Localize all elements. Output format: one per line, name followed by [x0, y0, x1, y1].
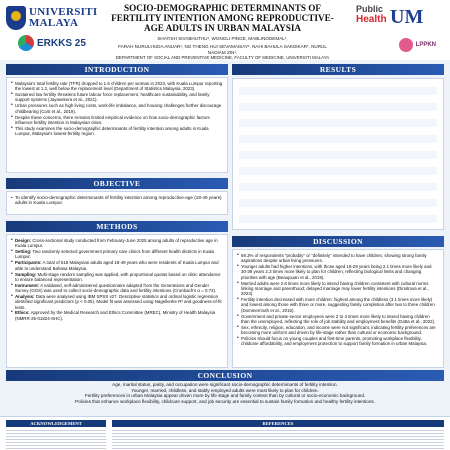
erkks-logo [18, 34, 86, 52]
poster-footer [0, 416, 450, 450]
erkks-mark-icon [18, 35, 34, 51]
lppkn-text: LPPKN [415, 42, 436, 48]
logo-um-text: UM [390, 6, 424, 28]
methods-panel [6, 234, 228, 368]
method-item: • Design: Cross-sectional study conducted from February-June 2025 among adults of reproductive age in Kuala Lumpur. [11, 238, 223, 249]
discussion-bullet: • Fertility intention decreased with more children: highest among the childless (3.1 times more likely) and lowest among those with three or more, suggesting family completion after two to three children (Dommermuth et al., 2015). [237, 297, 439, 313]
authors-line-1: SHATISH SIVABHUTHU¹, WONGLI PINGE, MABLINODEMAL¹, [157, 36, 288, 41]
references-heading: REFERENCES [112, 420, 444, 427]
logo-text-malaya: MALAYA [29, 17, 79, 29]
methods-heading: METHODS [6, 221, 228, 232]
discussion-bullet: • 69.3% of respondents "probably" or "definitely" intended to have children, showing strong family aspirations despite urban living pressures. [237, 253, 439, 264]
objective-heading: OBJECTIVE [6, 178, 228, 189]
discussion-bullet: • Married adults were 2.8 times more likely to intend having children consistent with cultural norms linking marriage and parenthood; delayed marriage may lower fertility intentions (Dimitrova et al., 2023). [237, 281, 439, 297]
lppkn-logo [399, 38, 436, 52]
introduction-panel [6, 77, 228, 173]
universiti-malaya-logo [6, 4, 102, 32]
method-item: • Setting: Two randomly selected government primary care clinics from different health districts in Kuala Lumpur. [11, 249, 223, 260]
results-table-panel [232, 78, 444, 230]
title-block [110, 3, 335, 60]
conclusion-panel [6, 382, 444, 404]
method-item: • Participants: A total of 618 Malaysian adults aged 18-49 years who were residents of Kuala Lumpur and able to understand Bahasa Malaysia. [11, 260, 223, 271]
poster-title: SOCIO-DEMOGRAPHIC DETERMINANTS OF FERTILITY INTENTION AMONG REPRODUCTIVE-AGE ADULTS IN URBAN MALAYSIA [111, 3, 334, 33]
conclusion-heading: CONCLUSION [6, 370, 444, 381]
logo-health-text: Health [356, 14, 387, 25]
discussion-bullet: • Policies should focus on young couples and first-time parents, promoting workplace flexibility, childcare affordability, and employment protection to support family formation in urban Malaysia. [237, 336, 439, 347]
lppkn-mark-icon [399, 38, 413, 52]
discussion-bullet: • Government and private-sector employees were 2 to 3 times more likely to intend having children than the unemployed, reflecting the role of job stability and employment benefits (Gatta et al., 2022). [237, 314, 439, 325]
conclusion-line: Fertility preferences in urban Malaysia appear driven more by life stage and family context than by cultural or socio-economic background. [84, 393, 366, 399]
intro-bullet: • Sustained low fertility threatens future labour force replacement, healthcare sustainability, and family support systems (Jayasekera et al., 2021). [11, 92, 223, 103]
crest-icon [6, 6, 26, 30]
objective-panel [6, 191, 228, 215]
discussion-bullet: • Sex, ethnicity, religion, education, and income were not significant, indicating fertility preferences are becoming more uniform and driven by life-stage rather than cultural or economic background. [237, 325, 439, 336]
intro-bullet: • This study examines the socio-demographic determinants of fertility intention among adults in Kuala Lumpur, Malaysia's lowest-fertility region. [11, 126, 223, 137]
conclusion-line: Age, marital status, parity, and occupation were significant socio-demographic determinants of fertility intention. [112, 382, 338, 387]
intro-bullet: • Despite these concerns, there remains limited empirical evidence on how socio-demographic factors influence fertility intention in Malaysian cities. [11, 115, 223, 126]
introduction-heading: INTRODUCTION [6, 64, 228, 75]
logo-text-universiti: UNIVERSITI [29, 6, 98, 18]
discussion-heading: DISCUSSION [232, 236, 444, 247]
intro-bullet: • Urban pressures such as high living costs, work-life imbalance, and housing challenges further discourage childbearing (Cost et al., 2019). [11, 103, 223, 114]
poster-header [0, 0, 450, 60]
method-item: • Ethics: Approved by the Medical Research and Ethics Committee (MREC), Ministry of Health Malaysia (NMRR-25-01824-SHC). [11, 310, 223, 321]
acknowledgement-heading: ACKNOWLEDGEMENT [6, 420, 106, 427]
results-heading: RESULTS [232, 64, 444, 75]
acknowledgement-text-block [6, 429, 106, 449]
discussion-panel [232, 249, 444, 368]
authors-line-2: FARAH NURULHUDA ANUAR¹, NG THENG HUI SEVAMAISAY¹, NAHI BAHULA SAKDIKAR¹, NURUL NADIAM ZIN¹, [118, 44, 327, 55]
references-text-block [112, 429, 444, 449]
method-item: • Instrument: A validated, self-administered questionnaire adapted from the Generations and Gender Survey (GGS) was used to collect socio-demographic data and fertility intentions (Cronbach's α = 0.73). [11, 283, 223, 294]
conclusion-line: Younger, married, childless, and stably employed adults were most likely to plan for children. [131, 387, 319, 393]
conclusion-line: Policies that enhance workplace flexibility, childcare support, and job security are essential to sustain family formation and healthy fertility intentions. [75, 398, 375, 404]
intro-bullet: • Malaysia's total fertility rate (TFR) dropped to 1.6 children per woman in 2023, with Kuala Lumpur reporting the lowest at 1.2, well below the replacement level (Department of Statistics Malaysia, 2023). [11, 81, 223, 92]
objective-text: • To identify socio-demographic determinants of fertility intention among reproductive-age (18-49 years) adults in Kuala Lumpur. [11, 195, 223, 206]
erkks-text: ERKKS 25 [37, 37, 86, 49]
method-item: • Sampling: Multi-stage random sampling was applied, with proportional quotas based on clinic attendance to ensure balanced representation. [11, 272, 223, 283]
public-health-um-logo [356, 4, 444, 34]
logo-public-text: Public [356, 4, 384, 14]
discussion-bullet: • Younger adults had higher intentions, with those aged 18-29 years being 2.1 times more likely and 30-39 years 2.3 times more likely to plan for children, reflecting biological limits and changing priorities with age (Beaujouan et al., 2019). [237, 264, 439, 280]
department: DEPARTMENT OF SOCIAL AND PREVENTIVE MEDICINE, FACULTY OF MEDICINE, UNIVERSITI MALAYA [115, 55, 330, 61]
method-item: • Analysis: Data were analysed using IBM SPSS v27. Descriptive statistics and ordinal logistic regression identified significant predictors (p < 0.05). Model fit was assessed using Nagelkerke R² and goodness-of-fit tests. [11, 294, 223, 310]
